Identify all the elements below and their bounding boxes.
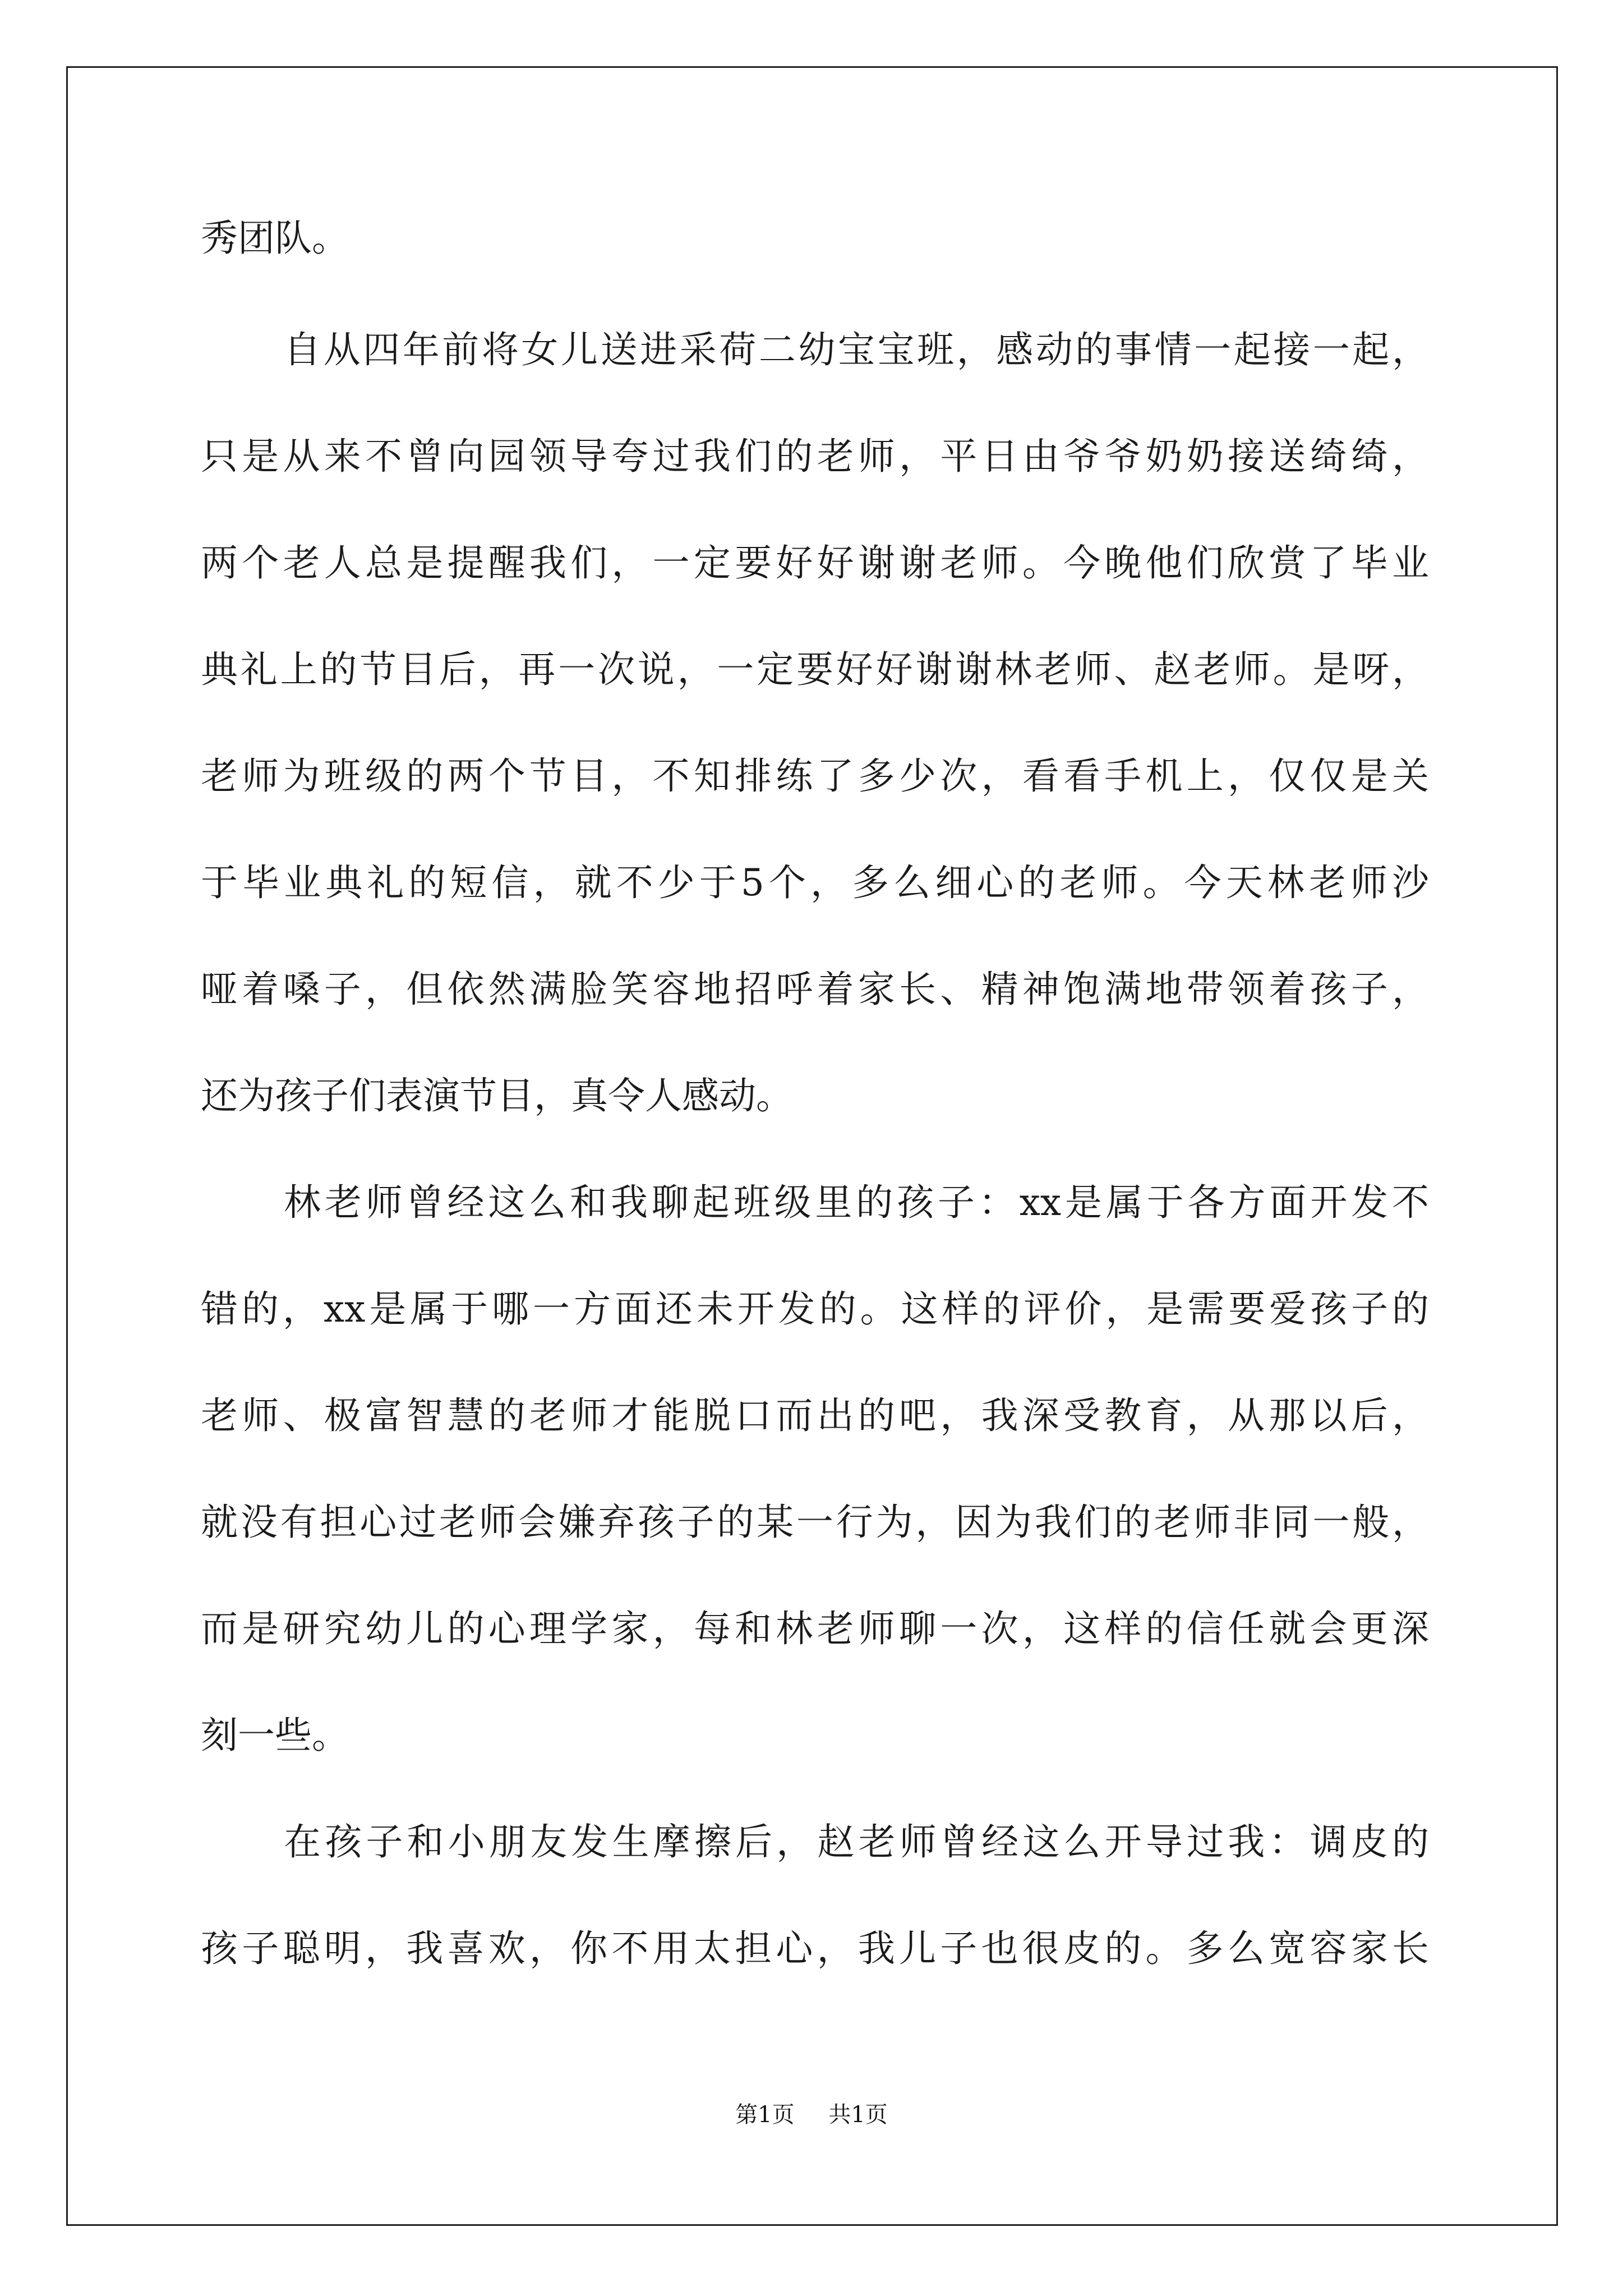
text-line: 典礼上的节目后，再一次说，一定要好好谢谢林老师、赵老师。是呀， bbox=[201, 648, 1429, 691]
page-footer bbox=[0, 2098, 1623, 2132]
text-line: 于毕业典礼的短信，就不少于5个，多么细心的老师。今天林老师沙 bbox=[201, 861, 1429, 904]
text-line: 只是从来不曾向园领导夸过我们的老师，平日由爷爷奶奶接送绮绮， bbox=[201, 435, 1429, 478]
text-line: 在孩子和小朋友发生摩擦后，赵老师曾经这么开导过我：调皮的 bbox=[284, 1820, 1429, 1864]
text-line: 秀团队。 bbox=[201, 217, 349, 260]
text-line: 还为孩子们表演节目，真令人感动。 bbox=[201, 1074, 793, 1117]
page-border bbox=[66, 66, 1558, 2226]
text-line: 错的，xx是属于哪一方面还未开发的。这样的评价，是需要爱孩子的 bbox=[201, 1287, 1429, 1331]
page-total: 共1页 bbox=[828, 2102, 888, 2128]
text-line: 两个老人总是提醒我们，一定要好好谢谢老师。今晚他们欣赏了毕业 bbox=[201, 541, 1429, 585]
text-line: 老师、极富智慧的老师才能脱口而出的吧，我深受教育，从那以后， bbox=[201, 1394, 1429, 1437]
text-line: 老师为班级的两个节目，不知排练了多少次，看看手机上，仅仅是关 bbox=[201, 754, 1429, 798]
text-line: 孩子聪明，我喜欢，你不用太担心，我儿子也很皮的。多么宽容家长 bbox=[201, 1927, 1429, 1970]
text-line: 林老师曾经这么和我聊起班级里的孩子：xx是属于各方面开发不 bbox=[284, 1181, 1429, 1224]
text-line: 自从四年前将女儿送进采荷二幼宝宝班，感动的事情一起接一起， bbox=[284, 328, 1429, 371]
text-line: 而是研究幼儿的心理学家，每和林老师聊一次，这样的信任就会更深 bbox=[201, 1607, 1429, 1650]
text-line: 哑着嗓子，但依然满脸笑容地招呼着家长、精神饱满地带领着孩子， bbox=[201, 968, 1429, 1011]
page-number: 第1页 bbox=[735, 2102, 795, 2128]
text-line: 刻一些。 bbox=[201, 1714, 349, 1757]
text-line: 就没有担心过老师会嫌弃孩子的某一行为，因为我们的老师非同一般， bbox=[201, 1501, 1429, 1544]
